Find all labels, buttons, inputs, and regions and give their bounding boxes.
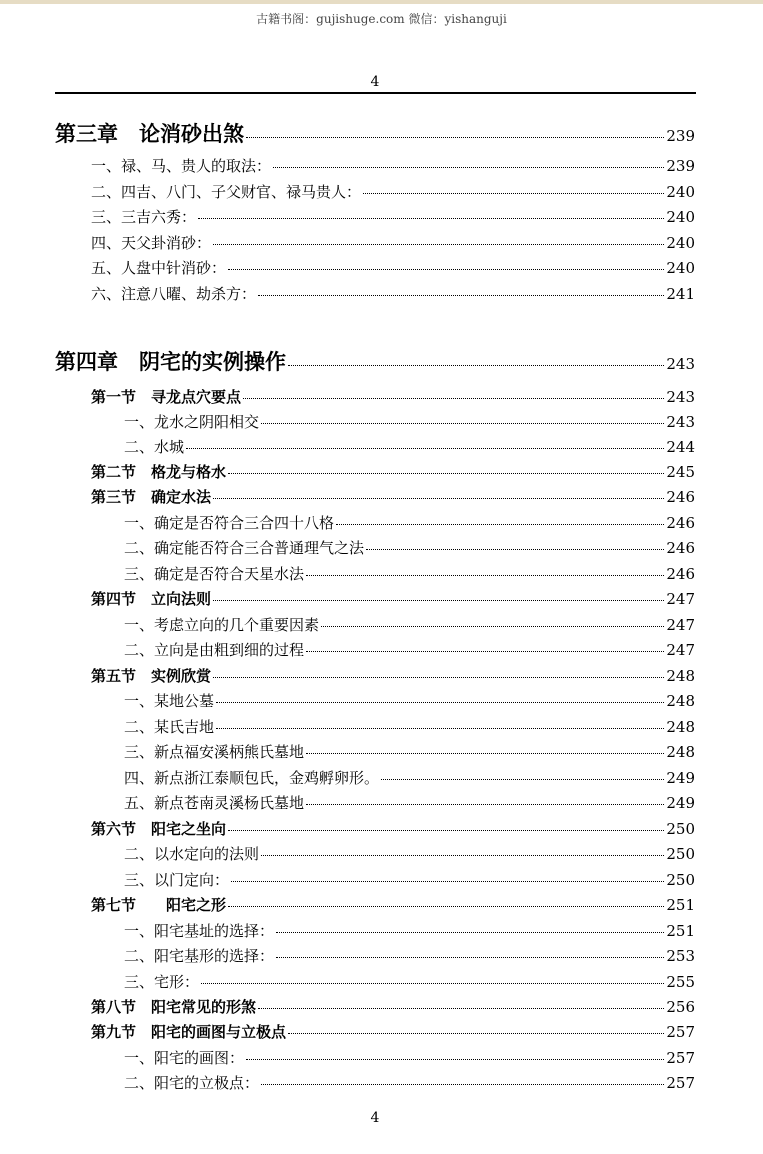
toc-entry-page: 248 bbox=[666, 743, 695, 761]
toc-entry-title: 第三章 论消砂出煞 bbox=[55, 122, 244, 146]
toc-entry-page: 243 bbox=[666, 388, 695, 406]
toc-entry-page: 249 bbox=[666, 769, 695, 787]
toc-entry-page: 248 bbox=[666, 692, 695, 710]
toc-entry-subitem[interactable] bbox=[124, 690, 695, 711]
dot-leader bbox=[213, 498, 664, 499]
toc-entry-page: 250 bbox=[666, 820, 695, 838]
toc-entry-title: 第六节 阳宅之坐向 bbox=[91, 820, 227, 838]
toc-entry-section[interactable] bbox=[91, 818, 695, 839]
toc-entry-title: 第九节 阳宅的画图与立极点 bbox=[91, 1023, 287, 1041]
dot-leader bbox=[228, 269, 664, 270]
dot-leader bbox=[306, 575, 664, 576]
toc-entry-page: 247 bbox=[666, 590, 695, 608]
toc-entry-page: 239 bbox=[666, 157, 695, 175]
dot-leader bbox=[228, 906, 664, 907]
toc-entry-title: 六、注意八曜、劫杀方： bbox=[91, 285, 257, 303]
toc-entry-subitem[interactable] bbox=[124, 920, 695, 941]
toc-entry-title: 三、宅形： bbox=[124, 973, 200, 991]
toc-entry-title: 四、天父卦消砂： bbox=[91, 234, 212, 252]
toc-entry-title: 一、禄、马、贵人的取法： bbox=[91, 157, 272, 175]
toc-entry-page: 250 bbox=[666, 871, 695, 889]
toc-entry-page: 246 bbox=[666, 514, 695, 532]
toc-entry-title: 三、确定是否符合天星水法 bbox=[124, 565, 305, 583]
dot-leader bbox=[216, 728, 664, 729]
toc-entry-page: 244 bbox=[666, 438, 695, 456]
toc-entry-title: 二、阳宅基形的选择： bbox=[124, 947, 275, 965]
toc-entry-page: 240 bbox=[666, 208, 695, 226]
toc-entry-title: 二、水城 bbox=[124, 438, 185, 456]
dot-leader bbox=[306, 651, 664, 652]
toc-entry-item[interactable] bbox=[91, 155, 695, 176]
toc-entry-subitem[interactable] bbox=[124, 869, 695, 890]
toc-entry-title: 第三节 确定水法 bbox=[91, 488, 212, 506]
toc-entry-subitem[interactable] bbox=[124, 411, 695, 432]
toc-entry-subitem[interactable] bbox=[124, 1072, 695, 1093]
dot-leader bbox=[363, 193, 664, 194]
toc-entry-page: 250 bbox=[666, 845, 695, 863]
toc-entry-title: 二、立向是由粗到细的过程 bbox=[124, 641, 305, 659]
watermark-banner: 古籍书阁：gujishuge.com 微信：yishanguji bbox=[256, 12, 507, 26]
toc-entry-subitem[interactable] bbox=[124, 792, 695, 813]
toc-entry-subitem[interactable] bbox=[124, 767, 695, 788]
dot-leader bbox=[261, 855, 664, 856]
toc-entry-page: 256 bbox=[666, 998, 695, 1016]
toc-entry-title: 二、四吉、八门、子父财官、禄马贵人： bbox=[91, 183, 362, 201]
toc-entry-page: 247 bbox=[666, 616, 695, 634]
toc-entry-title: 一、阳宅基址的选择： bbox=[124, 922, 275, 940]
dot-leader bbox=[258, 1008, 664, 1009]
toc-entry-title: 三、新点福安溪柄熊氏墓地 bbox=[124, 743, 305, 761]
toc-entry-subitem[interactable] bbox=[124, 1047, 695, 1068]
toc-entry-item[interactable] bbox=[91, 206, 695, 227]
toc-entry-page: 246 bbox=[666, 565, 695, 583]
toc-entry-section[interactable] bbox=[91, 486, 695, 507]
toc-entry-page: 257 bbox=[666, 1023, 695, 1041]
toc-entry-subitem[interactable] bbox=[124, 563, 695, 584]
toc-entry-subitem[interactable] bbox=[124, 614, 695, 635]
toc-entry-subitem[interactable] bbox=[124, 843, 695, 864]
toc-entry-title: 第七节 阳宅之形 bbox=[91, 896, 227, 914]
toc-entry-page: 239 bbox=[666, 127, 695, 145]
dot-leader bbox=[261, 1084, 664, 1085]
toc-entry-item[interactable] bbox=[91, 181, 695, 202]
toc-entry-title: 二、某氏吉地 bbox=[124, 718, 215, 736]
toc-entry-section[interactable] bbox=[91, 665, 695, 686]
toc-entry-page: 246 bbox=[666, 539, 695, 557]
toc-entry-chapter[interactable] bbox=[55, 118, 695, 148]
toc-entry-section[interactable] bbox=[91, 386, 695, 407]
toc-entry-page: 257 bbox=[666, 1074, 695, 1092]
dot-leader bbox=[228, 473, 664, 474]
toc-entry-title: 三、三吉六秀： bbox=[91, 208, 197, 226]
dot-leader bbox=[243, 398, 664, 399]
toc-entry-page: 255 bbox=[666, 973, 695, 991]
page-number-footer: 4 bbox=[370, 1110, 380, 1126]
dot-leader bbox=[246, 1059, 664, 1060]
toc-entry-page: 240 bbox=[666, 259, 695, 277]
dot-leader bbox=[366, 549, 664, 550]
dot-leader bbox=[381, 779, 664, 780]
toc-entry-page: 246 bbox=[666, 488, 695, 506]
dot-leader bbox=[246, 137, 664, 138]
toc-entry-page: 245 bbox=[666, 463, 695, 481]
dot-leader bbox=[276, 932, 664, 933]
toc-entry-subitem[interactable] bbox=[124, 716, 695, 737]
dot-leader bbox=[216, 702, 664, 703]
toc-entry-title: 一、确定是否符合三合四十八格 bbox=[124, 514, 335, 532]
toc-entry-title: 第四节 立向法则 bbox=[91, 590, 212, 608]
dot-leader bbox=[288, 1033, 664, 1034]
toc-entry-title: 五、人盘中针消砂： bbox=[91, 259, 227, 277]
dot-leader bbox=[213, 244, 664, 245]
toc-entry-title: 二、阳宅的立极点： bbox=[124, 1074, 260, 1092]
toc-entry-subitem[interactable] bbox=[124, 512, 695, 533]
toc-entry-title: 第二节 格龙与格水 bbox=[91, 463, 227, 481]
dot-leader bbox=[213, 600, 664, 601]
dot-leader bbox=[201, 983, 664, 984]
toc-entry-title: 四、新点浙江泰顺包氏，金鸡孵卵形。 bbox=[124, 769, 380, 787]
dot-leader bbox=[186, 448, 664, 449]
toc-entry-title: 一、某地公墓 bbox=[124, 692, 215, 710]
dot-leader bbox=[273, 167, 664, 168]
dot-leader bbox=[288, 365, 664, 366]
dot-leader bbox=[258, 295, 664, 296]
toc-entry-page: 251 bbox=[666, 922, 695, 940]
toc-entry-title: 第八节 阳宅常见的形煞 bbox=[91, 998, 257, 1016]
toc-entry-subitem[interactable] bbox=[124, 537, 695, 558]
toc-entry-subitem[interactable] bbox=[124, 639, 695, 660]
toc-entry-page: 253 bbox=[666, 947, 695, 965]
toc-entry-subitem[interactable] bbox=[124, 741, 695, 762]
toc-entry-page: 240 bbox=[666, 183, 695, 201]
dot-leader bbox=[276, 957, 664, 958]
toc-entry-title: 二、以水定向的法则 bbox=[124, 845, 260, 863]
toc-entry-title: 一、阳宅的画图： bbox=[124, 1049, 245, 1067]
dot-leader bbox=[213, 677, 664, 678]
toc-entry-subitem[interactable] bbox=[124, 971, 695, 992]
toc-entry-item[interactable] bbox=[91, 257, 695, 278]
toc-entry-title: 第四章 阴宅的实例操作 bbox=[55, 350, 286, 374]
dot-leader bbox=[261, 423, 664, 424]
toc-entry-page: 241 bbox=[666, 285, 695, 303]
dot-leader bbox=[231, 881, 664, 882]
toc-entry-page: 251 bbox=[666, 896, 695, 914]
toc-entry-section[interactable] bbox=[91, 996, 695, 1017]
toc-entry-title: 第五节 实例欣赏 bbox=[91, 667, 212, 685]
toc-entry-page: 243 bbox=[666, 355, 695, 373]
toc-entry-chapter[interactable] bbox=[55, 346, 695, 376]
toc-entry-subitem[interactable] bbox=[124, 945, 695, 966]
toc-entry-title: 三、以门定向： bbox=[124, 871, 230, 889]
toc-entry-subitem[interactable] bbox=[124, 436, 695, 457]
toc-entry-page: 248 bbox=[666, 718, 695, 736]
page-number-header: 4 bbox=[370, 74, 380, 90]
dot-leader bbox=[306, 804, 664, 805]
toc-entry-section[interactable] bbox=[91, 588, 695, 609]
toc-entry-item[interactable] bbox=[91, 232, 695, 253]
dot-leader bbox=[306, 753, 664, 754]
dot-leader bbox=[336, 524, 664, 525]
toc-entry-page: 248 bbox=[666, 667, 695, 685]
toc-entry-section[interactable] bbox=[91, 461, 695, 482]
toc-entry-title: 二、确定能否符合三合普通理气之法 bbox=[124, 539, 365, 557]
dot-leader bbox=[228, 830, 664, 831]
toc-entry-title: 一、龙水之阴阳相交 bbox=[124, 413, 260, 431]
toc-entry-page: 247 bbox=[666, 641, 695, 659]
toc-entry-item[interactable] bbox=[91, 283, 695, 304]
toc-entry-title: 五、新点苍南灵溪杨氏墓地 bbox=[124, 794, 305, 812]
toc-entry-page: 243 bbox=[666, 413, 695, 431]
dot-leader bbox=[198, 218, 664, 219]
toc-entry-page: 240 bbox=[666, 234, 695, 252]
toc-entry-page: 257 bbox=[666, 1049, 695, 1067]
toc-entry-title: 一、考虑立向的几个重要因素 bbox=[124, 616, 320, 634]
toc-entry-section[interactable] bbox=[91, 894, 695, 915]
toc-entry-page: 249 bbox=[666, 794, 695, 812]
toc-entry-section[interactable] bbox=[91, 1021, 695, 1042]
toc-entry-title: 第一节 寻龙点穴要点 bbox=[91, 388, 242, 406]
dot-leader bbox=[321, 626, 664, 627]
